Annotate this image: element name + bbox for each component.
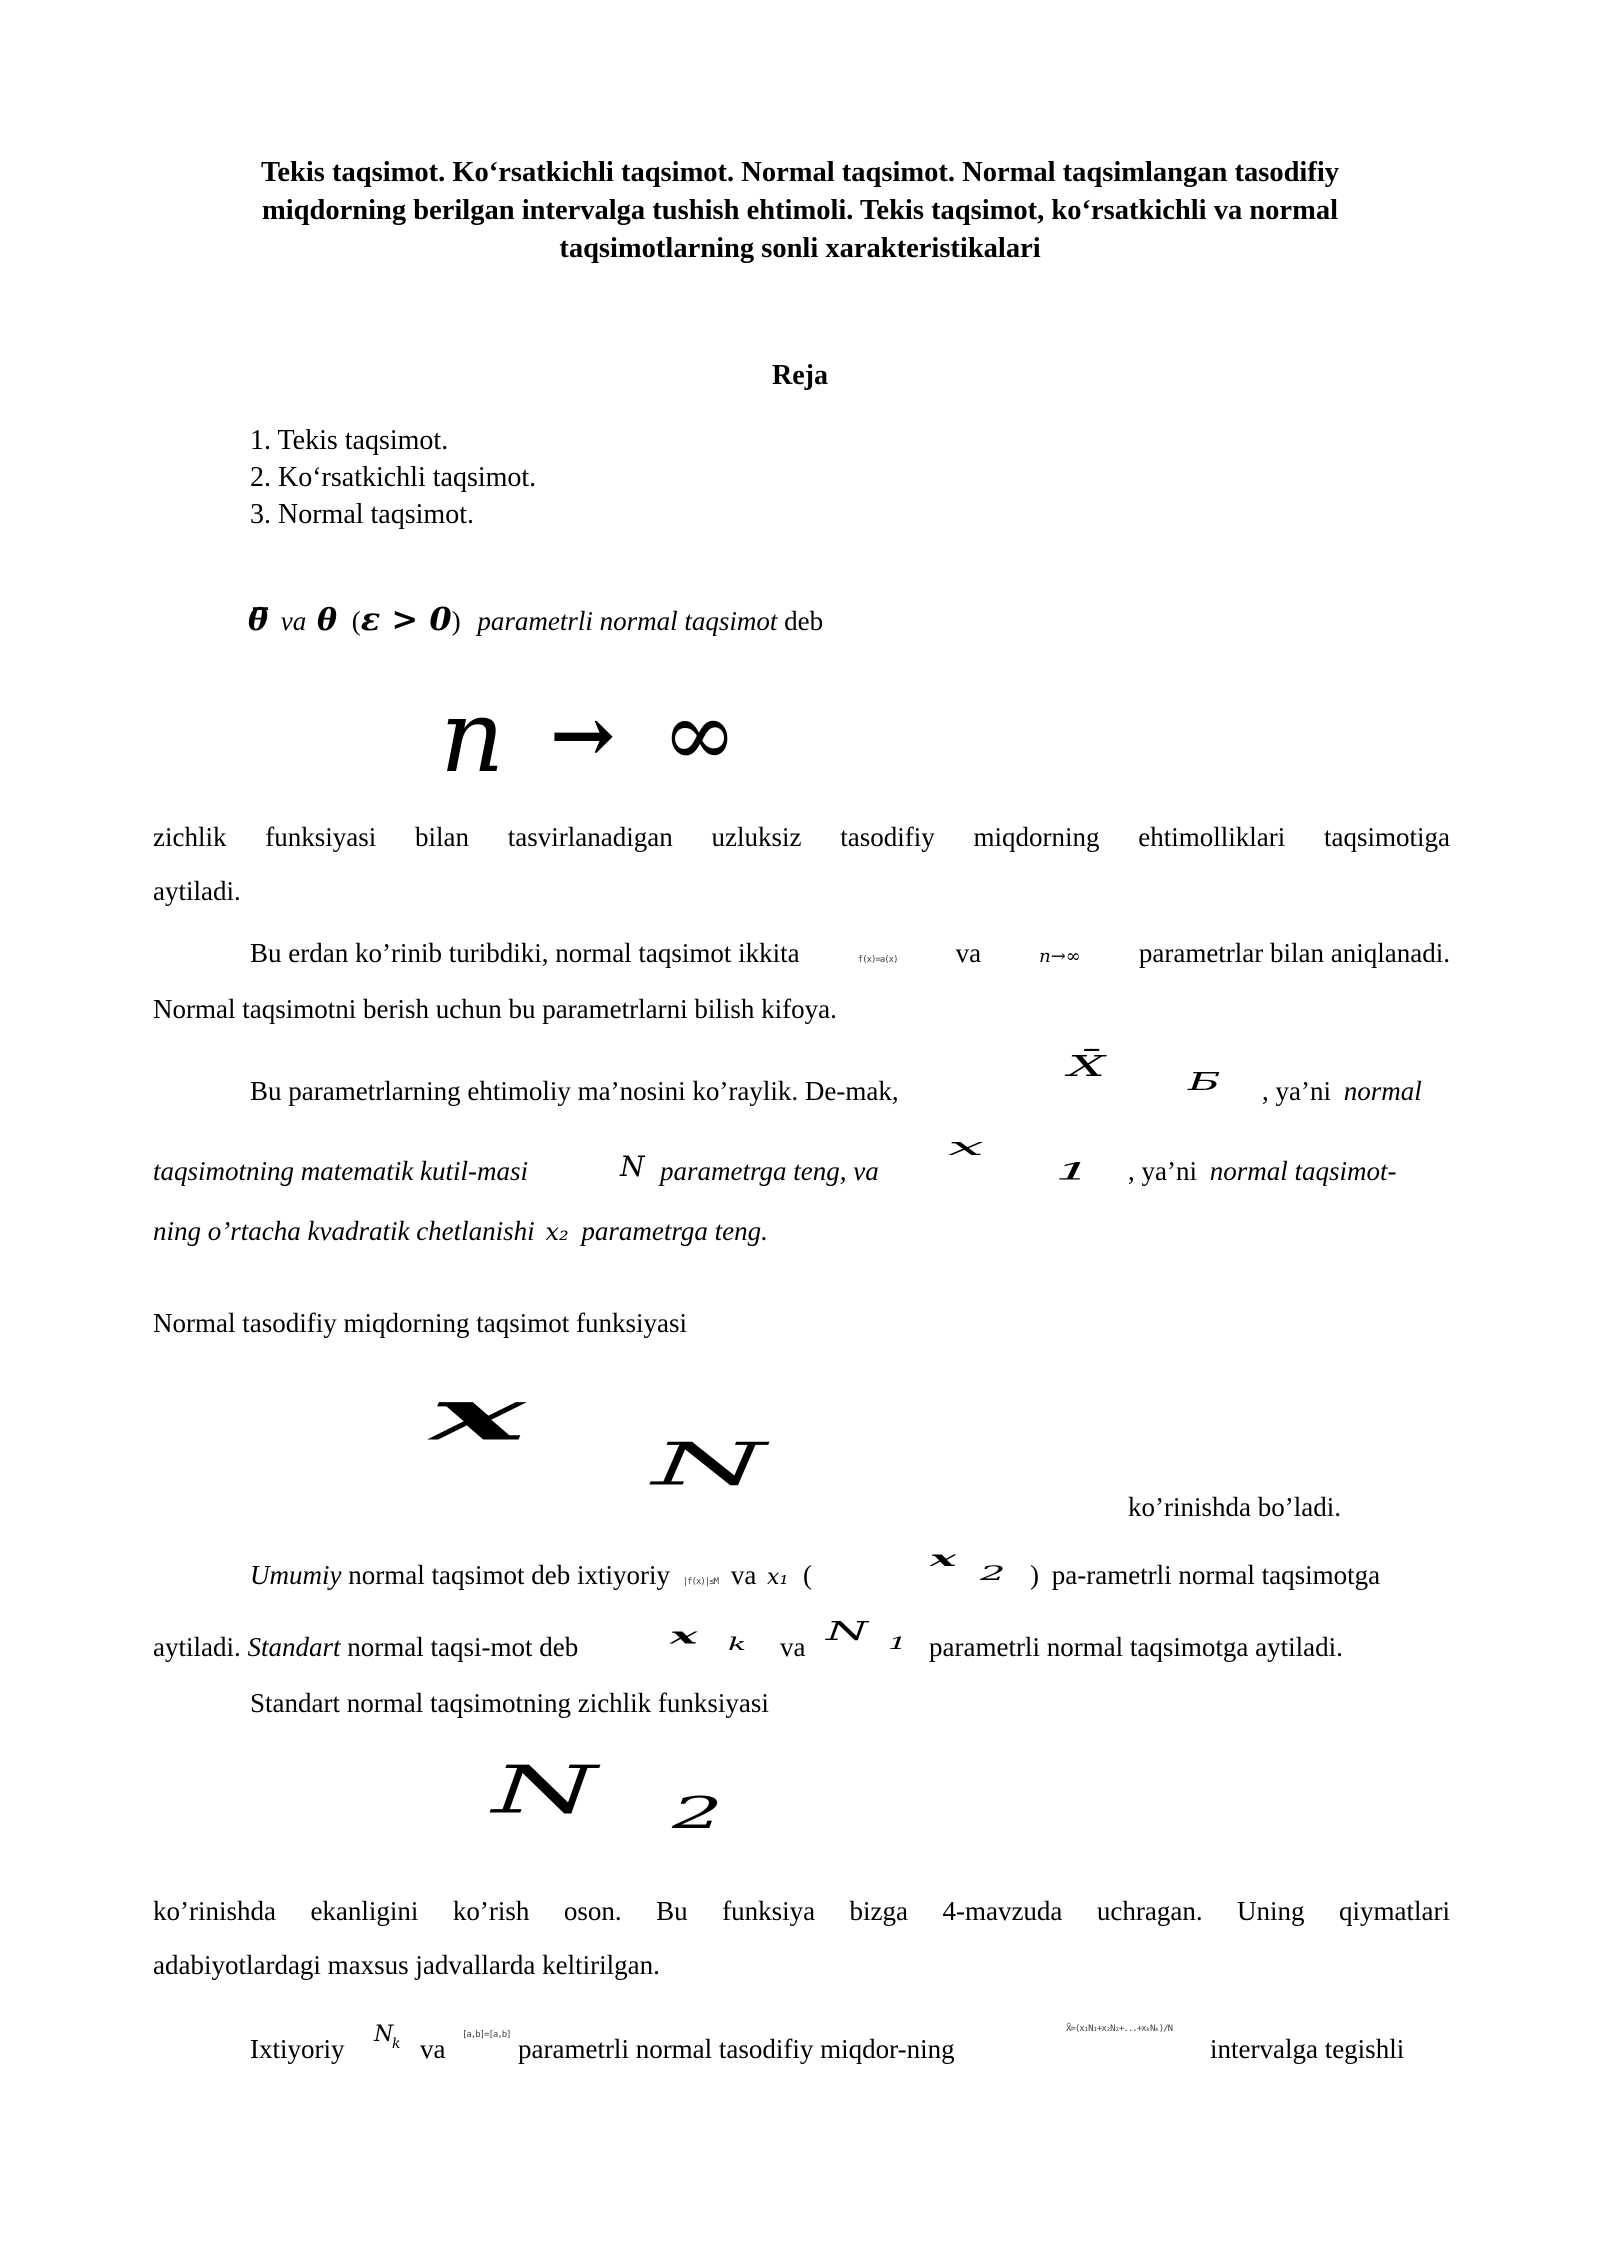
infinity-symbol: ∞	[662, 682, 737, 787]
formula-N-symbol: N	[652, 1430, 766, 1499]
p5-line-1-b	[1030, 1562, 1380, 1589]
x2-2-symbol: 2	[980, 1562, 1006, 1585]
p3-line-3-b: parametrga teng.	[581, 1216, 768, 1246]
tiny-formula: |f(x)|≤M	[682, 1577, 719, 1587]
plan-item: 2. Ko‘rsatkichli taqsimot.	[250, 462, 537, 493]
p3-line-2-b: parametrga teng, va	[660, 1156, 879, 1186]
word-deb: deb	[784, 606, 824, 636]
p2-text-b: parametrlar bilan aniqlanadi.	[1138, 938, 1450, 968]
x2-symbol: x₂	[545, 1218, 569, 1246]
formula-3-N-symbol: N	[492, 1752, 597, 1829]
p2-text-a: Bu erdan ko’rinib turibdiki, normal taqsimot ikkita	[250, 938, 800, 968]
title-line-2: miqdorning berilgan intervalga tushish ehtimoli. Tekis taqsimot, ko‘rsatkichli va normal	[261, 195, 1338, 226]
x1-symbol: x₁	[767, 1565, 789, 1590]
conjunction-va: va	[420, 2034, 446, 2064]
tiny-interval-formula: [a,b]=[a,b]	[462, 2030, 511, 2040]
theta-symbol: θ	[317, 603, 338, 638]
document-title	[150, 154, 1450, 268]
p3-ya-ni: , ya’ni	[1262, 1076, 1331, 1106]
p3-line-3	[153, 1218, 768, 1245]
n-symbol: n	[440, 678, 505, 795]
plan-list	[250, 422, 536, 533]
paragraph-1-line-2: aytiladi.	[153, 876, 241, 906]
p3-normal: normal	[1343, 1076, 1422, 1106]
conjunction-va: va	[780, 1632, 806, 1662]
definition-line	[248, 600, 823, 638]
plan-heading: Reja	[772, 360, 828, 391]
formula-x-symbol: x	[430, 1372, 526, 1457]
conjunction-va: va	[280, 606, 307, 636]
p3-line-2-a: taqsimotning matematik kutil-masi	[153, 1156, 528, 1186]
N-symbol: N	[620, 1150, 645, 1183]
plan-item: 3. Normal taqsimot.	[250, 499, 474, 530]
formula-3-two-symbol: 2	[672, 1788, 723, 1840]
p5-text-b: pa-rametrli normal taqsimotga	[1051, 1560, 1381, 1590]
paren-close: )	[1030, 1560, 1039, 1590]
p5-line-2-c: parametrli normal taqsimotga aytiladi.	[929, 1632, 1343, 1662]
definition-phrase: parametrli normal taqsimot	[477, 606, 778, 636]
paren-open: (	[803, 1560, 813, 1590]
p8-text-c: intervalga tegishli	[1210, 2034, 1405, 2064]
paragraph-1-line-1: zichlik funksiyasi bilan tasvirlanadigan uzluksiz tasodifiy miqdorning ehtimolliklari taqsimotiga	[153, 822, 1450, 852]
paren-close: )	[451, 606, 461, 636]
formula-2-caption: ko’rinishda bo’ladi.	[1128, 1492, 1341, 1522]
p5-line-1	[250, 1562, 812, 1589]
paragraph-7-line-2: adabiyotlardagi maxsus jadvallarda keltirilgan.	[153, 1950, 660, 1980]
p3-line-2-c	[1128, 1158, 1397, 1185]
paren-open: (	[351, 606, 361, 636]
xk-x-symbol: x	[670, 1622, 698, 1649]
x-symbol: x	[948, 1132, 985, 1162]
paragraph-2-line-2: Normal taqsimotni berish uchun bu parametrlarni bilish kifoya.	[153, 994, 837, 1024]
title-line-1: Tekis taqsimot. Ko‘rsatkichli taqsimot. Normal taqsimot. Normal taqsimlangan tasodifiy	[260, 157, 1340, 188]
epsilon-condition: ε > 0	[360, 600, 452, 638]
conjunction-va: va	[955, 938, 982, 968]
title-line-3: taqsimotlarning sonli xarakteristikalari	[559, 233, 1041, 264]
one-symbol: 1	[1055, 1158, 1092, 1186]
word-standart: Standart	[247, 1632, 341, 1662]
p3-text-b	[1262, 1078, 1422, 1105]
n-to-infinity-small: n→∞	[1039, 946, 1081, 967]
paragraph-2-line-1	[250, 940, 1450, 967]
tiny-formula: f(x)=a(x)	[857, 955, 898, 965]
word-umumiy: Umumiy	[250, 1560, 342, 1590]
word-aytiladi: aytiladi.	[153, 1632, 241, 1662]
theta-bar-symbol: θ̅	[248, 603, 269, 638]
p8-text-a: Ixtiyoriy	[250, 2034, 345, 2064]
x2-x-symbol: x	[930, 1546, 957, 1572]
plan-item: 1. Tekis taqsimot.	[250, 425, 449, 456]
paragraph-7-line-1: ko’rinishda ekanligini ko’rish oson. Bu funksiya bizga 4-mavzuda uchragan. Uning qiymatlari	[153, 1896, 1450, 1926]
paragraph-4: Normal tasodifiy miqdorning taqsimot funksiyasi	[153, 1308, 687, 1338]
p3-line-3-text: ning o’rtacha kvadratik chetlanishi	[153, 1216, 535, 1246]
p3-normal-taqsimot: normal taqsimot-	[1209, 1156, 1397, 1186]
arrow-icon: →	[550, 690, 616, 781]
N1-1-symbol: 1	[888, 1634, 908, 1654]
Nk-N-symbol: N	[374, 2022, 394, 2047]
p5-line-2-text: normal taqsi-mot deb	[347, 1632, 579, 1662]
tiny-mean-formula: X̄=(x₁N₁+x₂N₂+...+xₖNₖ)/N	[1066, 2024, 1173, 2034]
p8-text-b: parametrli normal tasodifiy miqdor-ning	[518, 2034, 955, 2064]
Nk-k-symbol: k	[392, 2036, 401, 2052]
p3-ya-ni-2: , ya’ni	[1128, 1156, 1197, 1186]
conjunction-va: va	[730, 1560, 757, 1590]
p3-text-a: Bu parametrlarning ehtimoliy ma’nosini ko’raylik. De-mak,	[250, 1076, 899, 1106]
p5-text-a: normal taqsimot deb ixtiyoriy	[348, 1560, 670, 1590]
b-symbol: Б	[1188, 1068, 1221, 1097]
N1-N-symbol: N	[826, 1616, 868, 1647]
p5-line-2-a	[153, 1634, 578, 1661]
xk-k-symbol: k	[728, 1634, 747, 1655]
paragraph-6: Standart normal taqsimotning zichlik funksiyasi	[250, 1688, 769, 1718]
x-bar-symbol: X̄	[1068, 1050, 1106, 1083]
